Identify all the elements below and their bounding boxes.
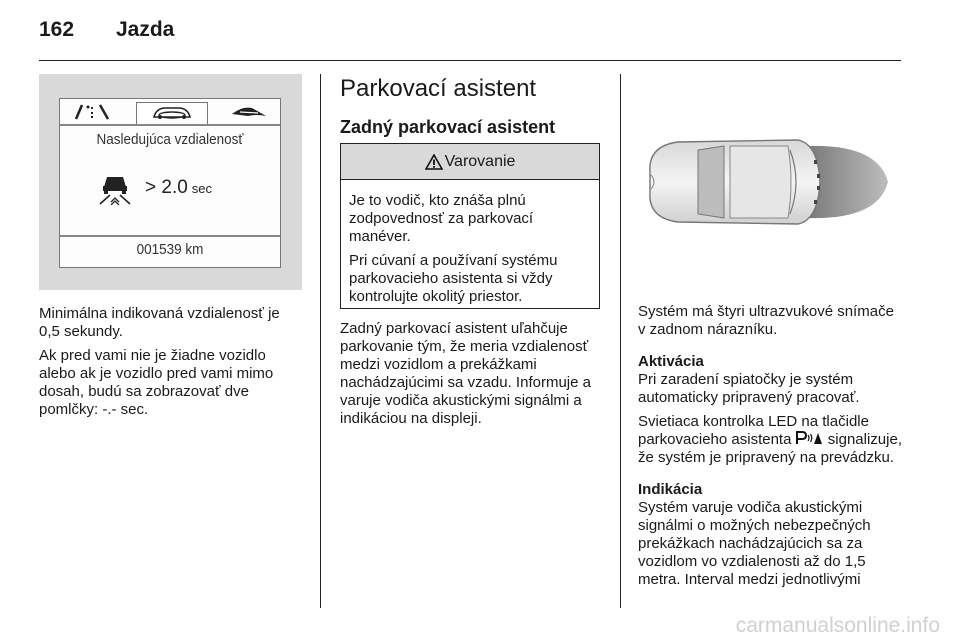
warning-body: [341, 180, 599, 306]
info-display: [59, 98, 281, 268]
paragraph: Ak pred vami nie je žiadne vozidlo alebo ak je vozidlo pred vami mimo dosah, budú sa zobrazovať dve pomlčky: -.- sec.: [39, 347, 274, 418]
display-message: Nasledujúca vzdialenosť: [96, 131, 244, 148]
following-distance-icon: [98, 173, 132, 205]
warning-paragraph: Je to vodič, kto znáša plnú zodpovednosť za parkovací manéver.: [349, 192, 534, 245]
warning-box: [340, 143, 600, 309]
section-heading-activation: Aktivácia: [638, 353, 704, 370]
warning-header: [341, 144, 599, 180]
display-divider-top: [60, 124, 280, 126]
paragraph-led-text-2: signalizuje, že systém je pripravený na prevádzku.: [638, 431, 902, 466]
odometer: 001539 km: [136, 241, 204, 258]
paragraph-led-text: Svietiaca kontrolka LED na tlačidle parkovacieho asistenta: [638, 413, 869, 448]
warning-paragraph: Pri cúvaní a používaní systému parkovacieho asistenta si vždy kontrolujte okolitý priestor.: [349, 252, 558, 305]
car-top-view-icon: [638, 74, 901, 290]
paragraph: Pri zaradení spiatočky je systém automaticky pripravený pracovať.: [638, 371, 860, 406]
road-sign-icon: [230, 104, 270, 120]
column-divider-1: [320, 74, 321, 608]
column-2-text: [340, 320, 608, 428]
watermark: carmanualsonline.info: [735, 614, 940, 637]
distance-number: > 2.0: [145, 177, 188, 198]
header-divider: [39, 60, 901, 61]
subheading: Zadný parkovací asistent: [340, 117, 556, 137]
paragraph: Minimálna indikovaná vzdialenosť je 0,5 sekundy.: [39, 305, 280, 340]
display-divider-bottom: [60, 235, 280, 237]
sensor-illustration: [638, 74, 901, 290]
heading: Parkovací asistent: [340, 75, 537, 102]
paragraph: Zadný parkovací asistent uľahčuje parkovanie tým, že meria vzdialenosť medzi vozidlom a prekážkami nachádzajúcimi sa vzadu. Informuje a varuje vodiča akustickými signálmi a indikáciou na displeji.: [340, 320, 591, 427]
warning-triangle-icon: [425, 154, 443, 170]
paragraph: Systém má štyri ultrazvukové snímače v zadnom nárazníku.: [638, 303, 894, 338]
parking-assist-icon: [796, 431, 824, 445]
column-1-text: [39, 305, 304, 419]
column-divider-2: [620, 74, 621, 608]
warning-label: Varovanie: [444, 152, 516, 170]
paragraph-led: [638, 413, 903, 467]
distance-unit: sec: [191, 181, 213, 196]
section-heading-indication: Indikácia: [638, 481, 703, 498]
car-front-icon: [150, 105, 194, 121]
distance-value: [145, 177, 212, 199]
section-title: Jazda: [116, 18, 175, 41]
paragraph: Systém varuje vodiča akustickými signálmi o možných nebezpečných prekážkach nachádzajúcich sa za vozidlom vo vzdialenosti až do 1,5 metra. Interval medzi jednotlivými: [638, 499, 871, 588]
display-illustration: [39, 74, 302, 290]
column-3-text: [638, 303, 903, 589]
lane-icon: [72, 103, 116, 121]
page-number: 162: [39, 18, 75, 41]
